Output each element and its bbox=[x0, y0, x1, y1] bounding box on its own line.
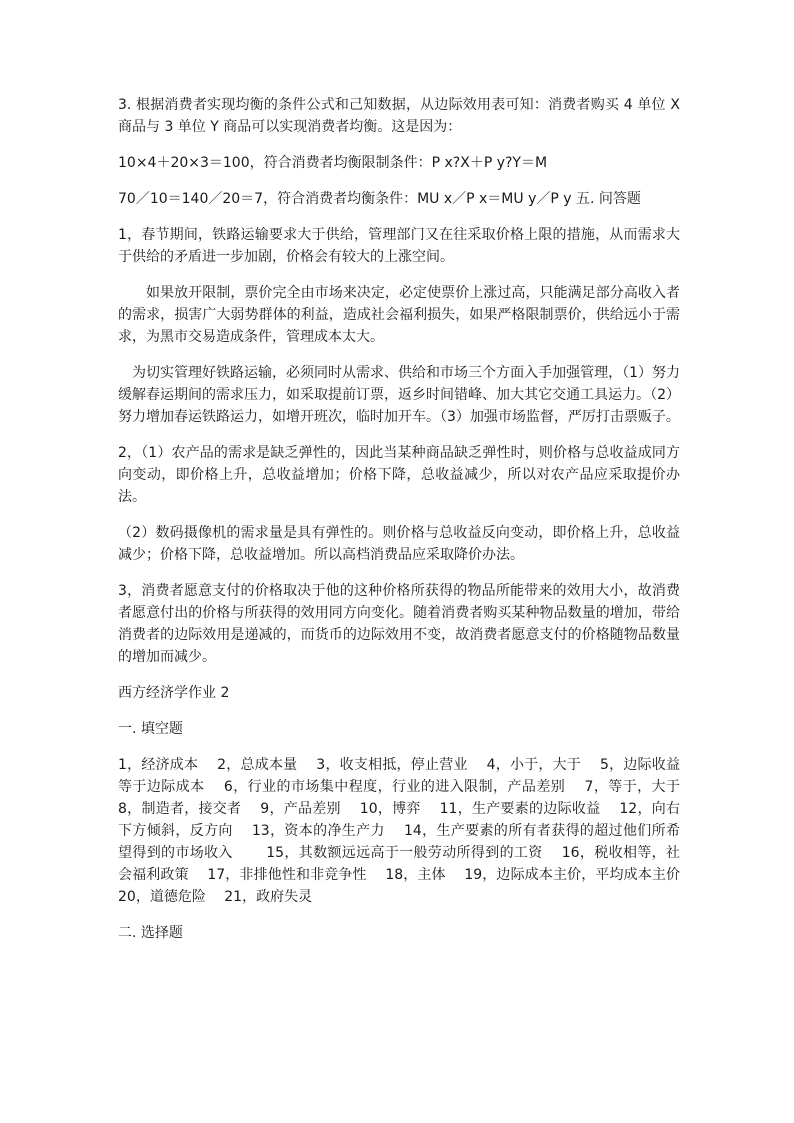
fill-in-answers: 1，经济成本 2，总成本量 3，收支相抵，停止营业 4，小于，大于 5，边际收益等于边际成本 6，行业的市场集中程度，行业的进入限制，产品差别 7，等于，大于 8，制造者，接交者 9，产品差别 10，博弈 11，生产要素的边际收益 12，向右下方倾斜，反方向 13，资本的净生产力 14，生产要素的所有者获得的超过他们所希望得到的市场收入 15，其数额远远高于一般劳动所得到的工资 16，税收相等，社会福利政策 17，非排他性和非竞争性 18，主体 19，边际成本主价，平均成本主价 20，道德危险 21，政府失灵 bbox=[118, 757, 699, 905]
paragraph-answer-1-measures: 为切实管理好铁路运输，必须同时从需求、供给和市场三个方面入手加强管理，（1）努力缓解春运期间的需求压力，如采取提前订票，返乡时间错峰、加大其它交通工具运力。（2）努力增加春运铁路运力，如增开班次，临时加开车。（3）加强市场监督，严厉打击票贩子。 bbox=[118, 365, 680, 425]
paragraph-answer-2: 2，（1）农产品的需求是缺乏弹性的，因此当某种商品缺乏弹性时，则价格与总收益成同方向变动，即价格上升，总收益增加；价格下降，总收益减少，所以对农产品应采取提价办法。 bbox=[118, 445, 680, 505]
paragraph-answer-1: 1，春节期间，铁路运输要求大于供给，管理部门又在往采取价格上限的措施，从而需求大于供给的矛盾进一步加剧，价格会有较大的上涨空间。 bbox=[118, 227, 680, 265]
paragraph-equilibrium-intro: 3. 根据消费者实现均衡的条件公式和己知数据，从边际效用表可知：消费者购买 4 单位 X 商品与 3 单位 Y 商品可以实现消费者均衡。这是因为： bbox=[118, 97, 680, 135]
paragraph-answer-3: 3，消费者愿意支付的价格取决于他的这种价格所获得的物品所能带来的效用大小，故消费者愿意付出的价格与所获得的效用同方向变化。随着消费者购买某种物品数量的增加，带给消费者的边际效用是递减的，而货币的边际效用不变，故消费者愿意支付的价格随物品数量的增加而减少。 bbox=[118, 583, 680, 665]
heading-multiple-choice: 二. 选择题 bbox=[118, 925, 183, 941]
heading-fill-in: 一. 填空题 bbox=[118, 721, 183, 737]
section-title: 西方经济学作业 2 bbox=[118, 685, 230, 701]
document-page bbox=[118, 94, 699, 958]
paragraph-equilibrium-condition: 70／10＝140／20＝7，符合消费者均衡条件：MU x／P x＝MU y／P y 五. 问答题 bbox=[118, 191, 641, 207]
paragraph-answer-2-part2: （2）数码摄像机的需求量是具有弹性的。则价格与总收益反向变动，即价格上升，总收益减少；价格下降，总收益增加。所以高档消费品应采取降价办法。 bbox=[118, 525, 680, 563]
paragraph-answer-1-detail: 如果放开限制，票价完全由市场来决定，必定使票价上涨过高，只能满足部分高收入者的需求，损害广大弱势群体的利益，造成社会福利损失，如果严格限制票价，供给远小于需求，为黑市交易造成条件，管理成本太大。 bbox=[118, 285, 680, 345]
paragraph-budget-constraint: 10×4＋20×3＝100，符合消费者均衡限制条件：P x?X＋P y?Y＝M bbox=[118, 155, 548, 171]
